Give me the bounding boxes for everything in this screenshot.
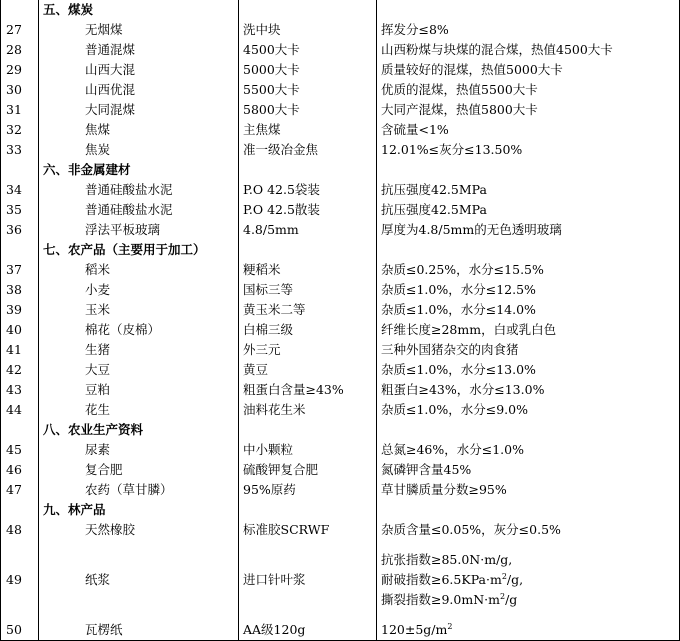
table-row xyxy=(1,80,680,100)
row-number: 28 xyxy=(1,40,39,60)
section-title: 七、农产品（主要用于加工） xyxy=(43,242,206,257)
row-number: 45 xyxy=(1,440,39,460)
standard-line xyxy=(381,570,679,590)
product-spec: 4500大卡 xyxy=(239,40,377,60)
product-name: 山西大混 xyxy=(85,62,136,77)
product-spec: 黄玉米二等 xyxy=(239,300,377,320)
product-name: 棉花（皮棉） xyxy=(85,322,161,337)
spec-cell xyxy=(239,420,377,440)
quality-standard: 杂质含量≤0.05%，灰分≤0.5% xyxy=(377,520,680,540)
standard-line xyxy=(381,550,679,570)
product-spec: 5800大卡 xyxy=(239,100,377,120)
standard-text: 120±5g/m xyxy=(381,622,448,637)
row-number: 36 xyxy=(1,220,39,240)
product-name: 焦炭 xyxy=(85,142,111,157)
product-spec: 中小颗粒 xyxy=(239,440,377,460)
quality-standard: 杂质≤1.0%，水分≤13.0% xyxy=(377,360,680,380)
product-name: 天然橡胶 xyxy=(85,522,136,537)
product-spec: 5500大卡 xyxy=(239,80,377,100)
product-spec: 进口针叶浆 xyxy=(239,540,377,620)
product-name: 焦煤 xyxy=(85,122,111,137)
spec-cell xyxy=(239,500,377,520)
product-spec: P.O 42.5散装 xyxy=(239,200,377,220)
product-spec: 油料花生米 xyxy=(239,400,377,420)
table-row xyxy=(1,180,680,200)
superscript: 2 xyxy=(447,621,453,631)
row-number-cell xyxy=(1,0,39,20)
product-spec: 主焦煤 xyxy=(239,120,377,140)
row-number: 47 xyxy=(1,480,39,500)
section-title: 九、林产品 xyxy=(43,502,106,517)
quality-standard: 抗压强度42.5MPa xyxy=(377,180,680,200)
product-spec: 5000大卡 xyxy=(239,60,377,80)
product-name: 花生 xyxy=(85,402,111,417)
standard-cell xyxy=(377,160,680,180)
spec-cell xyxy=(239,240,377,260)
quality-standard: 抗压强度42.5MPa xyxy=(377,200,680,220)
table-row xyxy=(1,320,680,340)
row-number: 46 xyxy=(1,460,39,480)
table-row xyxy=(1,220,680,240)
product-spec: 标准胶SCRWF xyxy=(239,520,377,540)
quality-standard: 含硫量<1% xyxy=(377,120,680,140)
table-row xyxy=(1,460,680,480)
table-row xyxy=(1,400,680,420)
table-row xyxy=(1,280,680,300)
quality-standard: 山西粉煤与块煤的混合煤，热值4500大卡 xyxy=(377,40,680,60)
spec-cell xyxy=(239,0,377,20)
table-row xyxy=(1,480,680,500)
product-spec: 95%原药 xyxy=(239,480,377,500)
product-name: 普通硅酸盐水泥 xyxy=(85,182,173,197)
product-spec: 外三元 xyxy=(239,340,377,360)
standard-cell xyxy=(377,0,680,20)
product-name: 玉米 xyxy=(85,302,111,317)
quality-standard: 纤维长度≥28mm，白或乳白色 xyxy=(377,320,680,340)
row-number: 34 xyxy=(1,180,39,200)
quality-standard xyxy=(377,540,680,620)
table-row xyxy=(1,20,680,40)
quality-standard: 杂质≤1.0%，水分≤14.0% xyxy=(377,300,680,320)
row-number: 29 xyxy=(1,60,39,80)
product-name: 瓦楞纸 xyxy=(39,620,239,641)
product-name: 小麦 xyxy=(85,282,111,297)
quality-standard: 厚度为4.8/5mm的无色透明玻璃 xyxy=(377,220,680,240)
table-row xyxy=(1,520,680,540)
quality-standard: 12.01%≤灰分≤13.50% xyxy=(377,140,680,160)
row-number: 49 xyxy=(1,540,39,620)
section-title: 六、非金属建材 xyxy=(43,162,131,177)
quality-standard: 优质的混煤，热值5500大卡 xyxy=(377,80,680,100)
row-number: 38 xyxy=(1,280,39,300)
row-number: 50 xyxy=(1,620,39,641)
standard-text: 耐破指数≥6.5KPa·m xyxy=(381,572,502,587)
table-row xyxy=(1,140,680,160)
product-name: 山西优混 xyxy=(85,82,136,97)
product-spec: 准一级冶金焦 xyxy=(239,140,377,160)
product-name: 纸浆 xyxy=(85,572,111,587)
row-number: 33 xyxy=(1,140,39,160)
table-row xyxy=(1,100,680,120)
spec-cell xyxy=(239,160,377,180)
table-row xyxy=(1,440,680,460)
product-name: 农药（草甘膦） xyxy=(85,482,173,497)
row-number: 41 xyxy=(1,340,39,360)
quality-standard: 大同产混煤，热值5800大卡 xyxy=(377,100,680,120)
product-name: 生猪 xyxy=(85,342,111,357)
row-number: 37 xyxy=(1,260,39,280)
standard-cell xyxy=(377,420,680,440)
quality-standard: 三种外国猪杂交的肉食猪 xyxy=(377,340,680,360)
quality-standard: 总氮≥46%，水分≤1.0% xyxy=(377,440,680,460)
section-header-row xyxy=(1,0,680,20)
section-title: 八、农业生产资料 xyxy=(43,422,144,437)
product-spec: P.O 42.5袋装 xyxy=(239,180,377,200)
superscript: 2 xyxy=(499,591,506,601)
section-header-row xyxy=(1,160,680,180)
table-row xyxy=(1,360,680,380)
section-header-row xyxy=(1,240,680,260)
standard-cell xyxy=(377,240,680,260)
product-spec: AA级120g xyxy=(239,620,377,641)
product-spec: 黄豆 xyxy=(239,360,377,380)
standard-text-tail: /g xyxy=(505,592,518,607)
product-name: 无烟煤 xyxy=(85,22,123,37)
standard-text-tail: /g, xyxy=(506,572,524,587)
product-name: 豆粕 xyxy=(85,382,111,397)
quality-standard: 草甘膦质量分数≥95% xyxy=(377,480,680,500)
section-header-row xyxy=(1,420,680,440)
table-row xyxy=(1,380,680,400)
quality-standard: 质量较好的混煤，热值5000大卡 xyxy=(377,60,680,80)
row-number: 43 xyxy=(1,380,39,400)
product-name: 大同混煤 xyxy=(85,102,136,117)
quality-standard: 杂质≤1.0%，水分≤9.0% xyxy=(377,400,680,420)
quality-standard: 氮磷钾含量45% xyxy=(377,460,680,480)
table-row xyxy=(1,340,680,360)
standard-line xyxy=(381,590,679,610)
product-spec: 粗蛋白含量≥43% xyxy=(239,380,377,400)
section-header-row xyxy=(1,500,680,520)
row-number: 44 xyxy=(1,400,39,420)
quality-standard xyxy=(377,620,680,641)
product-spec: 国标三等 xyxy=(239,280,377,300)
product-name: 复合肥 xyxy=(85,462,123,477)
product-name: 稻米 xyxy=(85,262,111,277)
product-name: 尿素 xyxy=(85,442,111,457)
standard-text: 撕裂指数≥9.0mN·m xyxy=(381,592,500,607)
table-row xyxy=(1,540,680,620)
standard-cell xyxy=(377,500,680,520)
table-row xyxy=(1,120,680,140)
product-spec: 硫酸钾复合肥 xyxy=(239,460,377,480)
row-number-cell xyxy=(1,420,39,440)
table-row xyxy=(1,620,680,641)
row-number: 31 xyxy=(1,100,39,120)
table-row xyxy=(1,260,680,280)
row-number-cell xyxy=(1,160,39,180)
row-number: 39 xyxy=(1,300,39,320)
row-number: 35 xyxy=(1,200,39,220)
quality-standard: 挥发分≤8% xyxy=(377,20,680,40)
table-row xyxy=(1,200,680,220)
row-number: 48 xyxy=(1,520,39,540)
section-title: 五、煤炭 xyxy=(43,2,94,17)
product-name: 普通硅酸盐水泥 xyxy=(85,202,173,217)
product-name: 浮法平板玻璃 xyxy=(85,222,161,237)
row-number-cell xyxy=(1,500,39,520)
table-row xyxy=(1,40,680,60)
table-row xyxy=(1,300,680,320)
product-name: 普通混煤 xyxy=(85,42,136,57)
quality-standard: 粗蛋白≥43%，水分≤13.0% xyxy=(377,380,680,400)
product-spec: 粳稻米 xyxy=(239,260,377,280)
row-number: 30 xyxy=(1,80,39,100)
row-number: 32 xyxy=(1,120,39,140)
product-spec: 4.8/5mm xyxy=(239,220,377,240)
row-number: 40 xyxy=(1,320,39,340)
product-name: 大豆 xyxy=(85,362,111,377)
table-row xyxy=(1,60,680,80)
standard-text: 抗张指数≥85.0N·m/g, xyxy=(381,552,513,567)
quality-standard: 杂质≤0.25%，水分≤15.5% xyxy=(377,260,680,280)
superscript: 2 xyxy=(501,571,507,581)
row-number: 27 xyxy=(1,20,39,40)
row-number-cell xyxy=(1,240,39,260)
quality-standard: 杂质≤1.0%，水分≤12.5% xyxy=(377,280,680,300)
row-number: 42 xyxy=(1,360,39,380)
product-spec: 白棉三级 xyxy=(239,320,377,340)
product-spec: 洗中块 xyxy=(239,20,377,40)
